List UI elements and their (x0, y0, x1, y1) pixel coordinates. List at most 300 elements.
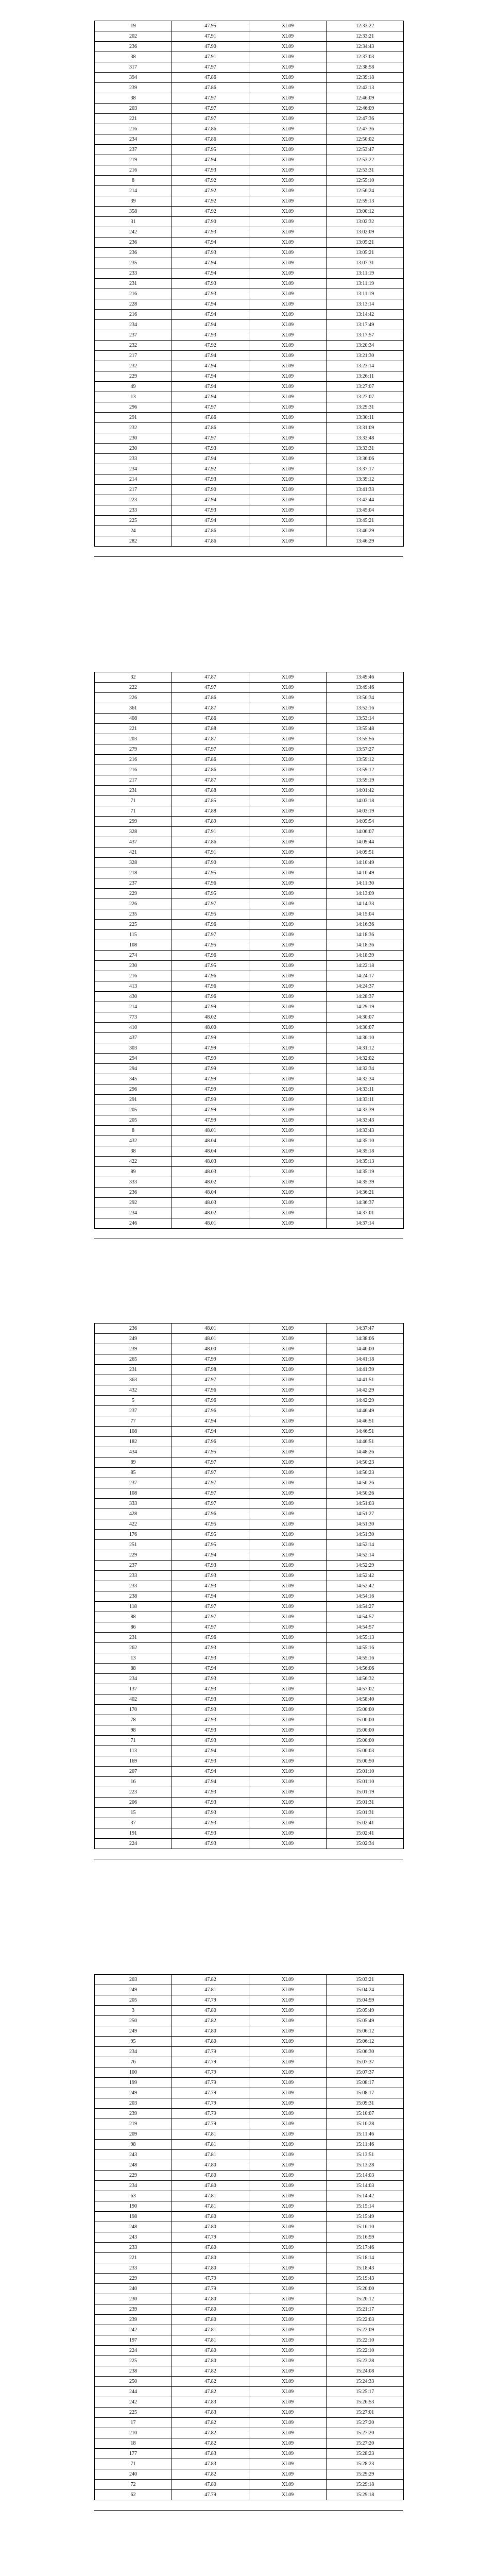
quantity-cell: 177 (95, 2449, 172, 2459)
quantity-cell: 62 (95, 2490, 172, 2500)
price-cell: 48.03 (172, 1157, 249, 1167)
price-cell: 47.93 (172, 1787, 249, 1798)
time-cell: 12:34:43 (327, 42, 404, 52)
price-cell: 47.94 (172, 238, 249, 248)
price-cell: 47.93 (172, 1808, 249, 1818)
price-cell: 47.93 (172, 1756, 249, 1767)
price-cell: 48.04 (172, 1188, 249, 1198)
time-cell: 15:04:59 (327, 1995, 404, 2006)
quantity-cell: 249 (95, 2026, 172, 2037)
price-cell: 47.94 (172, 382, 249, 392)
time-cell: 13:02:32 (327, 217, 404, 227)
time-cell: 14:52:14 (327, 1540, 404, 1550)
venue-cell: XL09 (249, 2253, 327, 2263)
price-cell: 47.86 (172, 755, 249, 765)
time-cell: 15:27:20 (327, 2418, 404, 2428)
quantity-cell: 274 (95, 951, 172, 961)
time-cell: 13:31:09 (327, 423, 404, 433)
table-row (95, 2253, 404, 2263)
venue-cell: XL09 (249, 1354, 327, 1365)
quantity-cell: 410 (95, 1023, 172, 1033)
price-cell: 47.99 (172, 1064, 249, 1074)
venue-cell: XL09 (249, 1084, 327, 1095)
quantity-cell: 430 (95, 992, 172, 1002)
quantity-cell: 31 (95, 217, 172, 227)
table-row (95, 186, 404, 196)
venue-cell: XL09 (249, 2067, 327, 2078)
venue-cell: XL09 (249, 2325, 327, 2335)
venue-cell: XL09 (249, 1561, 327, 1571)
venue-cell: XL09 (249, 755, 327, 765)
time-cell: 13:45:21 (327, 516, 404, 526)
price-cell: 47.94 (172, 392, 249, 402)
quantity-cell: 221 (95, 114, 172, 124)
table-row (95, 858, 404, 868)
price-cell: 47.97 (172, 1468, 249, 1478)
quantity-cell: 242 (95, 227, 172, 238)
venue-cell: XL09 (249, 1188, 327, 1198)
quantity-cell: 231 (95, 786, 172, 796)
price-cell: 47.93 (172, 1674, 249, 1684)
venue-cell: XL09 (249, 1406, 327, 1416)
price-cell: 47.86 (172, 423, 249, 433)
table-row (95, 2212, 404, 2222)
time-cell: 15:02:34 (327, 1839, 404, 1849)
table-row (95, 899, 404, 909)
quantity-cell: 246 (95, 1218, 172, 1229)
quantity-cell: 236 (95, 238, 172, 248)
table-row (95, 1633, 404, 1643)
price-cell: 47.93 (172, 1684, 249, 1694)
quantity-cell: 232 (95, 361, 172, 371)
price-cell: 47.99 (172, 1095, 249, 1105)
time-cell: 15:20:12 (327, 2294, 404, 2304)
quantity-cell: 244 (95, 2387, 172, 2397)
venue-cell: XL09 (249, 2026, 327, 2037)
time-cell: 14:46:51 (327, 1437, 404, 1447)
table-row (95, 330, 404, 341)
time-cell: 13:53:14 (327, 714, 404, 724)
quantity-cell: 217 (95, 485, 172, 495)
price-cell: 47.95 (172, 961, 249, 971)
quantity-cell: 236 (95, 42, 172, 52)
venue-cell: XL09 (249, 83, 327, 93)
venue-cell: XL09 (249, 2222, 327, 2232)
price-cell: 47.96 (172, 1385, 249, 1396)
time-cell: 15:08:17 (327, 2078, 404, 2088)
table-row (95, 402, 404, 413)
venue-cell: XL09 (249, 444, 327, 454)
time-cell: 12:53:31 (327, 165, 404, 176)
price-cell: 47.95 (172, 940, 249, 951)
venue-cell: XL09 (249, 495, 327, 505)
time-cell: 13:39:12 (327, 474, 404, 485)
table-row (95, 392, 404, 402)
quantity-cell: 345 (95, 1074, 172, 1084)
price-cell: 47.93 (172, 248, 249, 258)
venue-cell: XL09 (249, 2408, 327, 2418)
venue-cell: XL09 (249, 248, 327, 258)
price-cell: 47.97 (172, 1488, 249, 1499)
table-row (95, 1033, 404, 1043)
time-cell: 14:32:34 (327, 1064, 404, 1074)
venue-cell: XL09 (249, 1633, 327, 1643)
venue-cell: XL09 (249, 1478, 327, 1488)
venue-cell: XL09 (249, 786, 327, 796)
time-cell: 14:24:37 (327, 981, 404, 992)
venue-cell: XL09 (249, 868, 327, 878)
table-row (95, 1146, 404, 1157)
venue-cell: XL09 (249, 889, 327, 899)
table-row (95, 1136, 404, 1146)
price-cell: 48.02 (172, 1177, 249, 1188)
price-cell: 47.82 (172, 2366, 249, 2377)
quantity-cell: 232 (95, 423, 172, 433)
venue-cell: XL09 (249, 2274, 327, 2284)
venue-cell: XL09 (249, 2016, 327, 2026)
quantity-cell: 224 (95, 2346, 172, 2356)
table-row (95, 73, 404, 83)
table-row (95, 1985, 404, 1995)
quantity-cell: 236 (95, 1188, 172, 1198)
table-row (95, 371, 404, 382)
time-cell: 14:42:29 (327, 1385, 404, 1396)
time-cell: 14:48:26 (327, 1447, 404, 1458)
price-cell: 48.01 (172, 1324, 249, 1334)
time-cell: 15:09:31 (327, 2098, 404, 2109)
venue-cell: XL09 (249, 1396, 327, 1406)
venue-cell: XL09 (249, 1115, 327, 1126)
venue-cell: XL09 (249, 2377, 327, 2387)
table-row (95, 1581, 404, 1591)
quantity-cell: 234 (95, 464, 172, 474)
price-cell: 47.79 (172, 2284, 249, 2294)
quantity-cell: 265 (95, 1354, 172, 1365)
time-cell: 15:00:50 (327, 1756, 404, 1767)
price-cell: 47.95 (172, 889, 249, 899)
venue-cell: XL09 (249, 42, 327, 52)
price-cell: 47.80 (172, 2243, 249, 2253)
quantity-cell: 237 (95, 1561, 172, 1571)
time-cell: 15:11:46 (327, 2129, 404, 2140)
quantity-cell: 226 (95, 899, 172, 909)
venue-cell: XL09 (249, 1839, 327, 1849)
venue-cell: XL09 (249, 2480, 327, 2490)
table-row (95, 1499, 404, 1509)
time-cell: 15:02:41 (327, 1828, 404, 1839)
time-cell: 14:24:17 (327, 971, 404, 981)
quantity-cell: 8 (95, 1126, 172, 1136)
time-cell: 14:31:12 (327, 1043, 404, 1054)
venue-cell: XL09 (249, 796, 327, 806)
price-cell: 47.93 (172, 330, 249, 341)
time-cell: 15:01:10 (327, 1767, 404, 1777)
quantity-cell: 242 (95, 2397, 172, 2408)
venue-cell: XL09 (249, 258, 327, 268)
venue-cell: XL09 (249, 1602, 327, 1612)
table-row (95, 1519, 404, 1530)
table-row (95, 848, 404, 858)
price-cell: 48.00 (172, 1023, 249, 1033)
quantity-cell: 233 (95, 1581, 172, 1591)
price-cell: 47.81 (172, 2335, 249, 2346)
trade-table (94, 1974, 404, 2500)
price-cell: 47.95 (172, 1530, 249, 1540)
quantity-cell: 239 (95, 2304, 172, 2315)
price-cell: 48.03 (172, 1167, 249, 1177)
quantity-cell: 233 (95, 454, 172, 464)
time-cell: 14:10:49 (327, 868, 404, 878)
price-cell: 47.93 (172, 165, 249, 176)
price-cell: 47.96 (172, 878, 249, 889)
venue-cell: XL09 (249, 227, 327, 238)
time-cell: 13:27:07 (327, 392, 404, 402)
price-cell: 47.99 (172, 1084, 249, 1095)
time-cell: 15:21:17 (327, 2304, 404, 2315)
quantity-cell: 118 (95, 1602, 172, 1612)
quantity-cell: 32 (95, 672, 172, 683)
time-cell: 14:52:42 (327, 1571, 404, 1581)
quantity-cell: 8 (95, 176, 172, 186)
price-cell: 47.99 (172, 1105, 249, 1115)
time-cell: 15:13:51 (327, 2150, 404, 2160)
table-row (95, 1334, 404, 1344)
quantity-cell: 76 (95, 2057, 172, 2067)
quantity-cell: 292 (95, 1198, 172, 1208)
table-row (95, 21, 404, 31)
venue-cell: XL09 (249, 536, 327, 547)
quantity-cell: 209 (95, 2129, 172, 2140)
venue-cell: XL09 (249, 817, 327, 827)
time-cell: 15:29:18 (327, 2480, 404, 2490)
venue-cell: XL09 (249, 1218, 327, 1229)
venue-cell: XL09 (249, 2037, 327, 2047)
table-row (95, 1115, 404, 1126)
venue-cell: XL09 (249, 2304, 327, 2315)
price-cell: 47.95 (172, 1519, 249, 1530)
time-cell: 15:02:41 (327, 1818, 404, 1828)
quantity-cell: 13 (95, 392, 172, 402)
time-cell: 15:08:17 (327, 2088, 404, 2098)
table-row (95, 2274, 404, 2284)
table-row (95, 2201, 404, 2212)
time-cell: 14:01:42 (327, 786, 404, 796)
price-cell: 47.95 (172, 145, 249, 155)
table-row (95, 382, 404, 392)
table-row (95, 1198, 404, 1208)
time-cell: 15:10:07 (327, 2109, 404, 2119)
price-cell: 47.93 (172, 1561, 249, 1571)
quantity-cell: 203 (95, 2098, 172, 2109)
table-row (95, 868, 404, 878)
venue-cell: XL09 (249, 485, 327, 495)
venue-cell: XL09 (249, 2150, 327, 2160)
venue-cell: XL09 (249, 2057, 327, 2067)
price-cell: 47.93 (172, 1715, 249, 1725)
time-cell: 13:17:49 (327, 320, 404, 330)
venue-cell: XL09 (249, 371, 327, 382)
table-row (95, 1043, 404, 1054)
table-row (95, 341, 404, 351)
table-row (95, 755, 404, 765)
quantity-cell: 137 (95, 1684, 172, 1694)
venue-cell: XL09 (249, 693, 327, 703)
venue-cell: XL09 (249, 2243, 327, 2253)
price-cell: 47.93 (172, 1643, 249, 1653)
quantity-cell: 95 (95, 2037, 172, 2047)
venue-cell: XL09 (249, 516, 327, 526)
price-cell: 47.87 (172, 703, 249, 714)
venue-cell: XL09 (249, 351, 327, 361)
time-cell: 13:55:56 (327, 734, 404, 744)
price-cell: 47.91 (172, 827, 249, 837)
table-row (95, 1530, 404, 1540)
time-cell: 15:23:28 (327, 2356, 404, 2366)
table-row (95, 2469, 404, 2480)
quantity-cell: 248 (95, 2160, 172, 2171)
quantity-cell: 85 (95, 1468, 172, 1478)
price-cell: 47.79 (172, 2047, 249, 2057)
venue-cell: XL09 (249, 2119, 327, 2129)
price-cell: 47.83 (172, 2408, 249, 2418)
table-row (95, 2098, 404, 2109)
time-cell: 14:51:03 (327, 1499, 404, 1509)
table-row (95, 1684, 404, 1694)
quantity-cell: 198 (95, 2212, 172, 2222)
price-cell: 47.99 (172, 1115, 249, 1126)
price-cell: 47.86 (172, 765, 249, 775)
quantity-cell: 296 (95, 1084, 172, 1095)
time-cell: 15:29:18 (327, 2490, 404, 2500)
price-cell: 47.95 (172, 1447, 249, 1458)
price-cell: 47.98 (172, 1365, 249, 1375)
time-cell: 14:10:49 (327, 858, 404, 868)
time-cell: 14:54:16 (327, 1591, 404, 1602)
quantity-cell: 291 (95, 413, 172, 423)
time-cell: 13:41:33 (327, 485, 404, 495)
venue-cell: XL09 (249, 1375, 327, 1385)
table-row (95, 124, 404, 134)
table-row (95, 464, 404, 474)
table-row (95, 289, 404, 299)
table-row (95, 2480, 404, 2490)
venue-cell: XL09 (249, 474, 327, 485)
quantity-cell: 239 (95, 83, 172, 93)
quantity-cell: 216 (95, 124, 172, 134)
venue-cell: XL09 (249, 683, 327, 693)
price-cell: 47.89 (172, 817, 249, 827)
price-cell: 47.81 (172, 1985, 249, 1995)
table-row (95, 207, 404, 217)
quantity-cell: 223 (95, 1787, 172, 1798)
table-row (95, 1324, 404, 1334)
table-row (95, 1064, 404, 1074)
venue-cell: XL09 (249, 1581, 327, 1591)
table-row (95, 2315, 404, 2325)
time-cell: 12:47:36 (327, 124, 404, 134)
quantity-cell: 242 (95, 2325, 172, 2335)
time-cell: 14:50:23 (327, 1458, 404, 1468)
time-cell: 13:52:16 (327, 703, 404, 714)
time-cell: 14:37:01 (327, 1208, 404, 1218)
price-cell: 47.94 (172, 351, 249, 361)
venue-cell: XL09 (249, 2428, 327, 2438)
venue-cell: XL09 (249, 1622, 327, 1633)
table-row (95, 1818, 404, 1828)
venue-cell: XL09 (249, 940, 327, 951)
quantity-cell: 235 (95, 909, 172, 920)
time-cell: 14:14:33 (327, 899, 404, 909)
table-row (95, 361, 404, 371)
venue-cell: XL09 (249, 2098, 327, 2109)
quantity-cell: 282 (95, 536, 172, 547)
price-cell: 47.94 (172, 1591, 249, 1602)
venue-cell: XL09 (249, 165, 327, 176)
table-row (95, 2490, 404, 2500)
venue-cell: XL09 (249, 62, 327, 73)
venue-cell: XL09 (249, 1612, 327, 1622)
table-row (95, 145, 404, 155)
time-cell: 13:33:48 (327, 433, 404, 444)
quantity-cell: 182 (95, 1437, 172, 1447)
price-cell: 47.83 (172, 2397, 249, 2408)
quantity-cell: 191 (95, 1828, 172, 1839)
table-row (95, 310, 404, 320)
table-row (95, 2181, 404, 2191)
venue-cell: XL09 (249, 899, 327, 909)
table-row (95, 1354, 404, 1365)
venue-cell: XL09 (249, 392, 327, 402)
time-cell: 12:50:02 (327, 134, 404, 145)
price-cell: 48.03 (172, 1198, 249, 1208)
quantity-cell: 328 (95, 858, 172, 868)
table-row (95, 930, 404, 940)
time-cell: 13:45:04 (327, 505, 404, 516)
time-cell: 13:00:12 (327, 207, 404, 217)
price-cell: 47.80 (172, 2253, 249, 2263)
quantity-cell: 218 (95, 868, 172, 878)
time-cell: 15:14:03 (327, 2181, 404, 2191)
venue-cell: XL09 (249, 672, 327, 683)
price-cell: 47.86 (172, 413, 249, 423)
time-cell: 14:54:57 (327, 1622, 404, 1633)
table-row (95, 714, 404, 724)
table-row (95, 1787, 404, 1798)
venue-cell: XL09 (249, 1746, 327, 1756)
time-cell: 14:16:36 (327, 920, 404, 930)
price-cell: 47.95 (172, 909, 249, 920)
venue-cell: XL09 (249, 909, 327, 920)
time-cell: 14:30:10 (327, 1033, 404, 1043)
time-cell: 14:52:14 (327, 1550, 404, 1561)
quantity-cell: 216 (95, 755, 172, 765)
time-cell: 15:00:00 (327, 1705, 404, 1715)
table-row (95, 165, 404, 176)
venue-cell: XL09 (249, 114, 327, 124)
time-cell: 14:13:09 (327, 889, 404, 899)
price-cell: 47.97 (172, 1622, 249, 1633)
time-cell: 14:33:43 (327, 1115, 404, 1126)
table-row (95, 1074, 404, 1084)
time-cell: 12:37:03 (327, 52, 404, 62)
price-cell: 47.88 (172, 786, 249, 796)
table-row (95, 2243, 404, 2253)
time-cell: 14:58:40 (327, 1694, 404, 1705)
price-cell: 47.97 (172, 1612, 249, 1622)
table-row (95, 1468, 404, 1478)
table-row (95, 2397, 404, 2408)
quantity-cell: 234 (95, 1208, 172, 1218)
